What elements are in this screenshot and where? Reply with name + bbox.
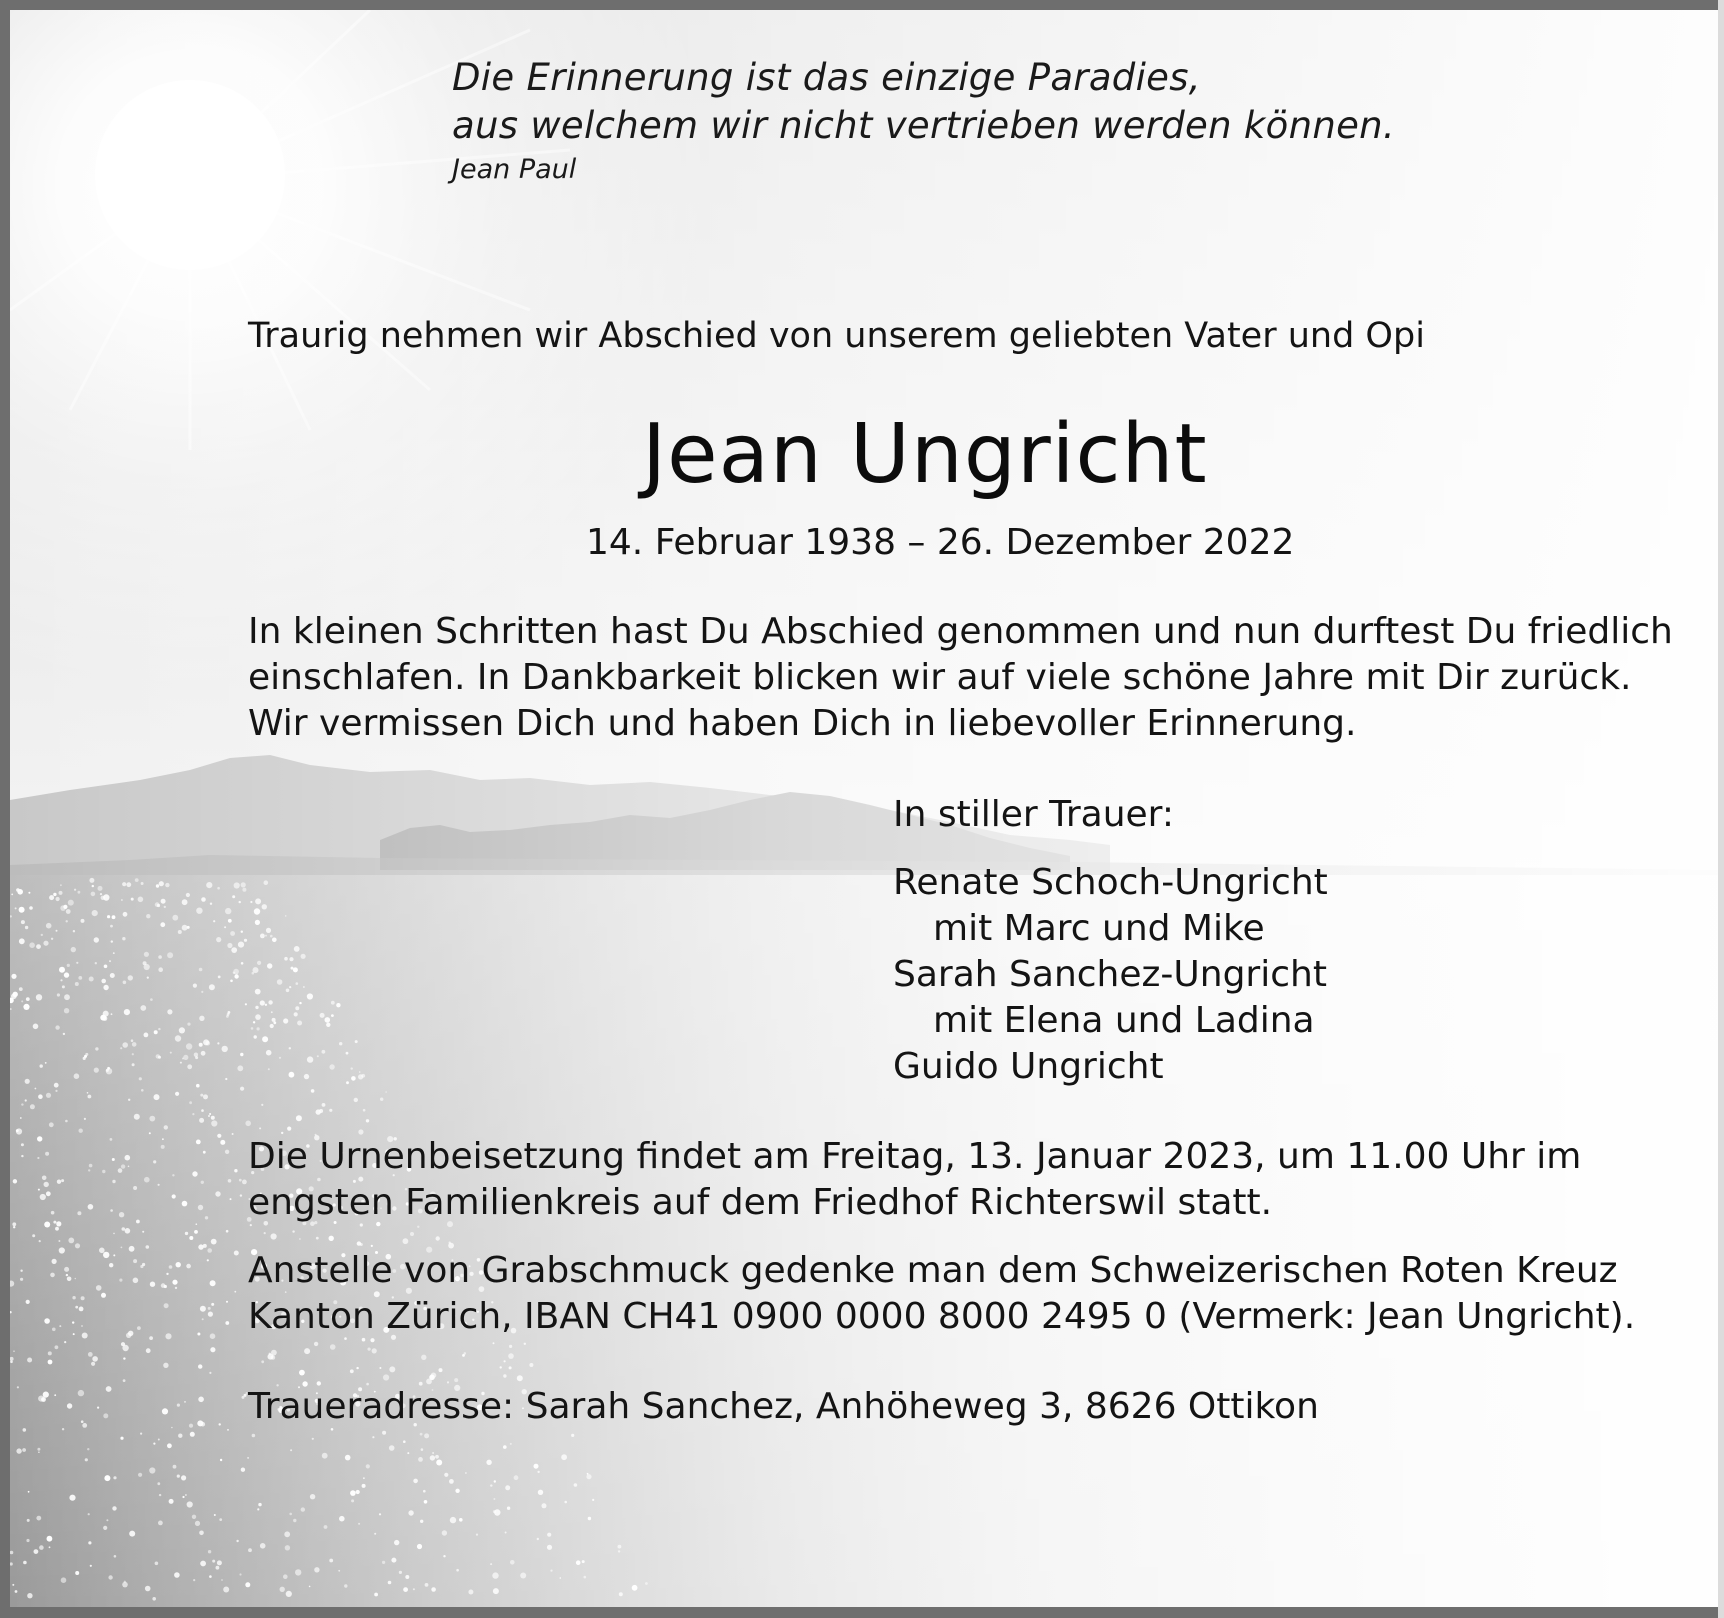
mourning-address: Traueradresse: Sarah Sanchez, Anhöheweg 3, 8626 Ottikon (248, 1386, 1319, 1427)
donation-line-1: Anstelle von Grabschmuck gedenke man dem Schweizerischen Roten Kreuz (248, 1250, 1618, 1291)
frame-border-top (0, 0, 1724, 10)
mourner-entry: mit Elena und Ladina (933, 1000, 1315, 1041)
ceremony-line-2: engsten Familienkreis auf dem Friedhof Richterswil statt. (248, 1182, 1273, 1223)
frame-border-right (1718, 0, 1724, 1618)
mourners-title: In stiller Trauer: (893, 794, 1174, 835)
frame-border-bottom (0, 1607, 1724, 1618)
frame-border-left (0, 0, 10, 1618)
tribute-line-1: In kleinen Schritten hast Du Abschied genommen und nun durftest Du friedlich (248, 611, 1673, 652)
quote-author: Jean Paul (452, 154, 577, 185)
donation-line-2: Kanton Zürich, IBAN CH41 0900 0000 8000 2495 0 (Vermerk: Jean Ungricht). (248, 1296, 1636, 1337)
deceased-name: Jean Ungricht (642, 407, 1208, 502)
tribute-line-2: einschlafen. In Dankbarkeit blicken wir auf viele schöne Jahre mit Dir zurück. (248, 657, 1632, 698)
quote-line-1: Die Erinnerung ist das einzige Paradies, (452, 56, 1201, 99)
ceremony-line-1: Die Urnenbeisetzung findet am Freitag, 13. Januar 2023, um 11.00 Uhr im (248, 1136, 1582, 1177)
quote-line-2: aus welchem wir nicht vertrieben werden können. (452, 104, 1395, 147)
background-lake-photo (10, 10, 1718, 1607)
mourner-entry: Sarah Sanchez-Ungricht (893, 954, 1327, 995)
mourner-entry: Renate Schoch-Ungricht (893, 862, 1328, 903)
tribute-line-3: Wir vermissen Dich und haben Dich in liebevoller Erinnerung. (248, 703, 1357, 744)
mourner-entry: mit Marc und Mike (933, 908, 1265, 949)
life-dates: 14. Februar 1938 – 26. Dezember 2022 (586, 522, 1295, 563)
intro-line: Traurig nehmen wir Abschied von unserem geliebten Vater und Opi (248, 316, 1425, 356)
mourner-entry: Guido Ungricht (893, 1046, 1164, 1087)
